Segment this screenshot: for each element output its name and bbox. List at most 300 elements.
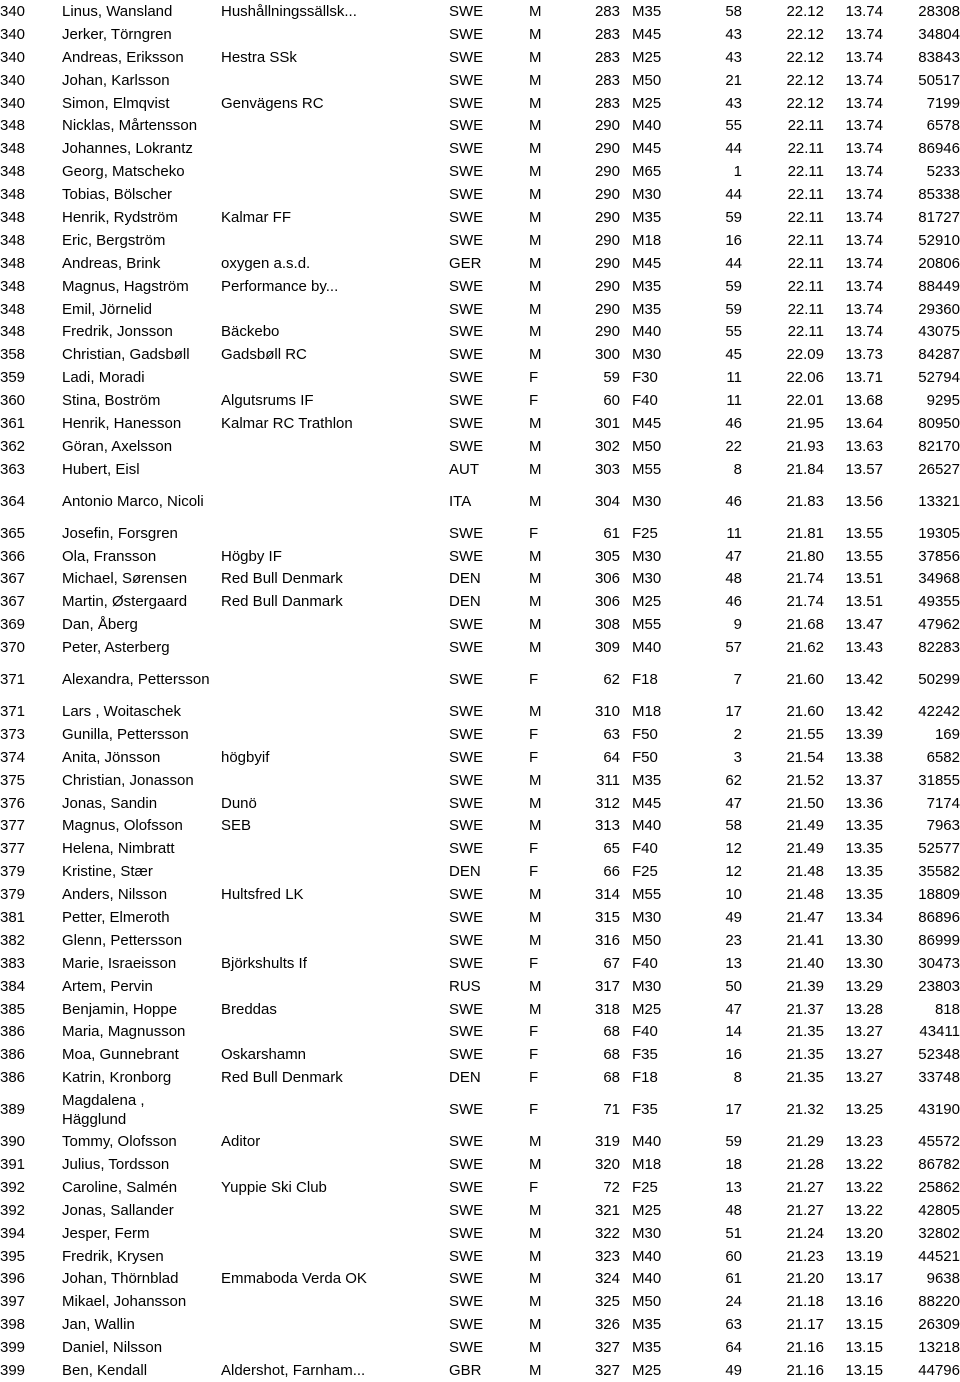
class-cell: F40 xyxy=(632,392,658,410)
nationality-cell: SWE xyxy=(449,186,484,204)
nationality-cell: GBR xyxy=(449,1362,482,1380)
class-cell: M30 xyxy=(632,570,662,588)
pace-cell: 13.63 xyxy=(845,437,883,455)
rank-cell: 366 xyxy=(0,547,26,565)
class-cell: F18 xyxy=(632,1069,658,1087)
overall-place-cell: 312 xyxy=(594,794,620,812)
pace-cell: 13.20 xyxy=(845,1224,883,1242)
name-cell: Henrik, Rydström xyxy=(62,208,178,226)
sex-cell: M xyxy=(529,163,542,181)
bib-number-cell: 13321 xyxy=(918,492,960,510)
name-cell: Anita, Jönsson xyxy=(62,748,161,766)
speed-cell: 22.11 xyxy=(787,300,824,318)
overall-place-cell: 324 xyxy=(594,1270,620,1288)
result-row xyxy=(0,1222,960,1245)
result-row xyxy=(0,815,960,838)
overall-place-cell: 290 xyxy=(594,254,620,272)
speed-cell: 21.68 xyxy=(786,616,824,634)
result-row xyxy=(0,435,960,458)
bib-number-cell: 37856 xyxy=(918,547,960,565)
club-cell xyxy=(221,366,446,389)
rank-cell: 365 xyxy=(0,524,26,542)
club-cell: Bäckebo xyxy=(221,323,280,341)
class-place-cell: 11 xyxy=(726,392,742,410)
name-cell: Jerker, Törngren xyxy=(62,25,172,43)
speed-cell: 22.11 xyxy=(787,323,824,341)
speed-cell: 21.27 xyxy=(786,1178,824,1196)
nationality-cell: AUT xyxy=(449,460,479,478)
bib-number-cell: 84287 xyxy=(918,346,960,364)
bib-number-cell: 169 xyxy=(934,725,960,743)
rank-cell: 348 xyxy=(0,140,26,158)
speed-cell: 21.37 xyxy=(786,1000,824,1018)
class-cell: F35 xyxy=(632,1101,658,1119)
speed-cell: 21.93 xyxy=(786,437,824,455)
name-cell: Gunilla, Pettersson xyxy=(62,725,189,743)
result-row xyxy=(0,481,960,522)
sex-cell: M xyxy=(529,1293,542,1311)
sex-cell: F xyxy=(529,748,539,766)
pace-cell: 13.22 xyxy=(845,1178,883,1196)
bib-number-cell: 52910 xyxy=(918,231,960,249)
nationality-cell: DEN xyxy=(449,863,481,881)
pace-cell: 13.39 xyxy=(845,725,883,743)
name-cell: Fredrik, Krysen xyxy=(62,1247,164,1265)
rank-cell: 348 xyxy=(0,300,26,318)
bib-number-cell: 86782 xyxy=(918,1156,960,1174)
nationality-cell: SWE xyxy=(449,794,484,812)
result-row xyxy=(0,298,960,321)
sex-cell: M xyxy=(529,2,542,20)
overall-place-cell: 319 xyxy=(594,1133,620,1151)
club-cell: Emmaboda Verda OK xyxy=(221,1270,367,1288)
class-place-cell: 61 xyxy=(725,1270,742,1288)
pace-cell: 13.74 xyxy=(845,117,883,135)
nationality-cell: RUS xyxy=(449,977,481,995)
pace-cell: 13.74 xyxy=(845,300,883,318)
club-cell xyxy=(221,1021,446,1044)
class-cell: F30 xyxy=(632,369,658,387)
pace-cell: 13.68 xyxy=(845,392,883,410)
class-cell: M30 xyxy=(632,1224,662,1242)
nationality-cell: SWE xyxy=(449,886,484,904)
club-cell xyxy=(221,458,446,481)
class-place-cell: 59 xyxy=(725,277,742,295)
class-cell: F40 xyxy=(632,954,658,972)
overall-place-cell: 61 xyxy=(603,524,620,542)
overall-place-cell: 313 xyxy=(594,817,620,835)
bib-number-cell: 25862 xyxy=(918,1178,960,1196)
bib-number-cell: 5233 xyxy=(926,163,960,181)
name-cell: Kristine, Stær xyxy=(62,863,153,881)
bib-number-cell: 82283 xyxy=(918,639,960,657)
sex-cell: M xyxy=(529,1201,542,1219)
name-cell: Jonas, Sandin xyxy=(62,794,158,812)
class-cell: M30 xyxy=(632,547,662,565)
overall-place-cell: 60 xyxy=(603,392,620,410)
name-cell: Magnus, Hagström xyxy=(62,277,189,295)
bib-number-cell: 43190 xyxy=(918,1101,960,1119)
class-place-cell: 44 xyxy=(725,140,742,158)
result-row xyxy=(0,389,960,412)
result-row xyxy=(0,1130,960,1153)
rank-cell: 369 xyxy=(0,616,26,634)
overall-place-cell: 306 xyxy=(594,570,620,588)
name-cell: Nicklas, Mårtensson xyxy=(62,117,198,135)
speed-cell: 21.60 xyxy=(786,702,824,720)
result-row xyxy=(0,1359,960,1382)
pace-cell: 13.15 xyxy=(845,1339,883,1357)
pace-cell: 13.42 xyxy=(845,671,883,689)
class-cell: M25 xyxy=(632,593,662,611)
club-cell xyxy=(221,700,446,723)
class-cell: M35 xyxy=(632,300,662,318)
class-place-cell: 23 xyxy=(725,931,742,949)
rank-cell: 358 xyxy=(0,346,26,364)
result-row xyxy=(0,883,960,906)
class-place-cell: 47 xyxy=(725,1000,742,1018)
rank-cell: 394 xyxy=(0,1224,26,1242)
name-cell: Ladi, Moradi xyxy=(62,369,145,387)
speed-cell: 21.41 xyxy=(786,931,824,949)
name-cell: Josefin, Forsgren xyxy=(62,524,178,542)
speed-cell: 21.62 xyxy=(786,639,824,657)
rank-cell: 383 xyxy=(0,954,26,972)
bib-number-cell: 6578 xyxy=(926,117,960,135)
sex-cell: M xyxy=(529,639,542,657)
bib-number-cell: 86999 xyxy=(918,931,960,949)
class-cell: M18 xyxy=(632,231,662,249)
rank-cell: 364 xyxy=(0,492,26,510)
name-cell: Eric, Bergström xyxy=(62,231,166,249)
rank-cell: 395 xyxy=(0,1247,26,1265)
club-cell: Hestra SSk xyxy=(221,48,297,66)
speed-cell: 21.49 xyxy=(786,840,824,858)
speed-cell: 22.12 xyxy=(786,48,824,66)
bib-number-cell: 6582 xyxy=(926,748,960,766)
speed-cell: 21.18 xyxy=(786,1293,824,1311)
sex-cell: M xyxy=(529,231,542,249)
bib-number-cell: 52348 xyxy=(918,1046,960,1064)
class-place-cell: 9 xyxy=(733,616,742,634)
class-place-cell: 18 xyxy=(725,1156,742,1174)
bib-number-cell: 44796 xyxy=(918,1362,960,1380)
bib-number-cell: 80950 xyxy=(918,414,960,432)
nationality-cell: SWE xyxy=(449,231,484,249)
club-cell: Red Bull Denmark xyxy=(221,570,343,588)
overall-place-cell: 290 xyxy=(594,186,620,204)
class-cell: M45 xyxy=(632,794,662,812)
class-cell: M25 xyxy=(632,1000,662,1018)
club-cell xyxy=(221,929,446,952)
class-cell: F25 xyxy=(632,863,658,881)
name-cell: Anders, Nilsson xyxy=(62,886,168,904)
speed-cell: 22.06 xyxy=(786,369,824,387)
club-cell xyxy=(221,1313,446,1336)
class-cell: M50 xyxy=(632,931,662,949)
pace-cell: 13.42 xyxy=(845,702,883,720)
rank-cell: 398 xyxy=(0,1316,26,1334)
class-place-cell: 16 xyxy=(725,1046,742,1064)
class-place-cell: 11 xyxy=(726,369,742,387)
nationality-cell: SWE xyxy=(449,1224,484,1242)
class-cell: M25 xyxy=(632,1362,662,1380)
nationality-cell: SWE xyxy=(449,771,484,789)
club-cell xyxy=(221,229,446,252)
club-cell xyxy=(221,23,446,46)
class-cell: M40 xyxy=(632,323,662,341)
club-cell xyxy=(221,435,446,458)
nationality-cell: SWE xyxy=(449,547,484,565)
speed-cell: 21.35 xyxy=(786,1069,824,1087)
speed-cell: 22.11 xyxy=(787,254,824,272)
name-cell: Tobias, Bölscher xyxy=(62,186,173,204)
pace-cell: 13.19 xyxy=(845,1247,883,1265)
sex-cell: F xyxy=(529,1023,539,1041)
class-cell: F25 xyxy=(632,524,658,542)
rank-cell: 348 xyxy=(0,254,26,272)
result-row xyxy=(0,613,960,636)
speed-cell: 22.09 xyxy=(786,346,824,364)
sex-cell: M xyxy=(529,254,542,272)
result-row xyxy=(0,1176,960,1199)
class-place-cell: 59 xyxy=(725,208,742,226)
speed-cell: 21.29 xyxy=(786,1133,824,1151)
result-row xyxy=(0,723,960,746)
class-place-cell: 12 xyxy=(725,840,742,858)
speed-cell: 21.23 xyxy=(786,1247,824,1265)
name-cell: Johannes, Lokrantz xyxy=(62,140,193,158)
rank-cell: 367 xyxy=(0,593,26,611)
name-cell: Christian, Gadsbøll xyxy=(62,346,190,364)
club-cell xyxy=(221,298,446,321)
pace-cell: 13.55 xyxy=(845,524,883,542)
result-row xyxy=(0,975,960,998)
result-row xyxy=(0,1021,960,1044)
pace-cell: 13.35 xyxy=(845,886,883,904)
sex-cell: M xyxy=(529,1156,542,1174)
class-place-cell: 57 xyxy=(725,639,742,657)
rank-cell: 340 xyxy=(0,71,26,89)
class-cell: M30 xyxy=(632,909,662,926)
result-row xyxy=(0,792,960,815)
rank-cell: 348 xyxy=(0,323,26,341)
overall-place-cell: 290 xyxy=(594,140,620,158)
class-place-cell: 7 xyxy=(733,671,742,689)
class-cell: M30 xyxy=(632,977,662,995)
speed-cell: 21.32 xyxy=(786,1101,824,1119)
name-cell: Henrik, Hanesson xyxy=(62,414,182,432)
bib-number-cell: 9295 xyxy=(926,392,960,410)
pace-cell: 13.74 xyxy=(845,186,883,204)
overall-place-cell: 66 xyxy=(603,863,620,881)
nationality-cell: SWE xyxy=(449,2,484,20)
class-cell: M35 xyxy=(632,277,662,295)
name-cell: Martin, Østergaard xyxy=(62,593,188,611)
class-place-cell: 8 xyxy=(733,1069,742,1087)
result-row xyxy=(0,860,960,883)
class-place-cell: 59 xyxy=(725,1133,742,1151)
pace-cell: 13.35 xyxy=(845,863,883,881)
class-place-cell: 50 xyxy=(725,977,742,995)
bib-number-cell: 20806 xyxy=(918,254,960,272)
class-place-cell: 24 xyxy=(725,1293,742,1311)
club-cell xyxy=(221,1222,446,1245)
overall-place-cell: 308 xyxy=(594,616,620,634)
club-cell xyxy=(221,69,446,92)
nationality-cell: SWE xyxy=(449,346,484,364)
club-cell xyxy=(221,975,446,998)
club-cell xyxy=(221,723,446,746)
result-row xyxy=(0,929,960,952)
pace-cell: 13.51 xyxy=(845,570,883,588)
overall-place-cell: 62 xyxy=(603,671,620,689)
rank-cell: 371 xyxy=(0,671,26,689)
class-cell: M25 xyxy=(632,1201,662,1219)
sex-cell: M xyxy=(529,817,542,835)
overall-place-cell: 283 xyxy=(594,48,620,66)
class-place-cell: 60 xyxy=(725,1247,742,1265)
result-row xyxy=(0,69,960,92)
name-cell: Georg, Matscheko xyxy=(62,163,185,181)
pace-cell: 13.27 xyxy=(845,1069,883,1087)
sex-cell: M xyxy=(529,1362,542,1380)
club-cell xyxy=(221,522,446,545)
result-row xyxy=(0,700,960,723)
class-cell: M35 xyxy=(632,208,662,226)
name-cell: Magnus, Olofsson xyxy=(62,817,183,835)
overall-place-cell: 67 xyxy=(603,954,620,972)
sex-cell: M xyxy=(529,323,542,341)
class-place-cell: 17 xyxy=(725,1101,742,1119)
rank-cell: 360 xyxy=(0,392,26,410)
bib-number-cell: 82170 xyxy=(918,437,960,455)
speed-cell: 22.11 xyxy=(787,277,824,295)
sex-cell: M xyxy=(529,593,542,611)
nationality-cell: SWE xyxy=(449,1339,484,1357)
sex-cell: M xyxy=(529,1224,542,1242)
sex-cell: M xyxy=(529,414,542,432)
bib-number-cell: 52794 xyxy=(918,369,960,387)
nationality-cell: SWE xyxy=(449,817,484,835)
result-row xyxy=(0,952,960,975)
bib-number-cell: 34968 xyxy=(918,570,960,588)
name-cell: Simon, Elmqvist xyxy=(62,94,170,112)
name-cell: Glenn, Pettersson xyxy=(62,931,183,949)
speed-cell: 21.47 xyxy=(786,909,824,926)
class-cell: F50 xyxy=(632,748,658,766)
club-cell xyxy=(221,114,446,137)
class-place-cell: 43 xyxy=(725,94,742,112)
sex-cell: F xyxy=(529,863,539,881)
speed-cell: 22.11 xyxy=(787,186,824,204)
rank-cell: 399 xyxy=(0,1362,26,1380)
speed-cell: 21.80 xyxy=(786,547,824,565)
result-row xyxy=(0,137,960,160)
rank-cell: 363 xyxy=(0,460,26,478)
rank-cell: 385 xyxy=(0,1000,26,1018)
club-cell xyxy=(221,160,446,183)
name-cell: Marie, Israeisson xyxy=(62,954,177,972)
result-row xyxy=(0,320,960,343)
bib-number-cell: 85338 xyxy=(918,186,960,204)
rank-cell: 367 xyxy=(0,570,26,588)
sex-cell: M xyxy=(529,48,542,66)
speed-cell: 21.84 xyxy=(786,460,824,478)
class-place-cell: 59 xyxy=(725,300,742,318)
pace-cell: 13.74 xyxy=(845,140,883,158)
nationality-cell: SWE xyxy=(449,140,484,158)
overall-place-cell: 68 xyxy=(603,1046,620,1064)
class-place-cell: 11 xyxy=(726,524,742,542)
class-place-cell: 43 xyxy=(725,48,742,66)
speed-cell: 21.39 xyxy=(786,977,824,995)
speed-cell: 22.12 xyxy=(786,94,824,112)
speed-cell: 21.52 xyxy=(786,771,824,789)
sex-cell: M xyxy=(529,771,542,789)
overall-place-cell: 326 xyxy=(594,1316,620,1334)
sex-cell: M xyxy=(529,25,542,43)
class-cell: M40 xyxy=(632,1247,662,1265)
nationality-cell: SWE xyxy=(449,369,484,387)
speed-cell: 21.81 xyxy=(786,524,824,542)
result-row xyxy=(0,92,960,115)
result-row xyxy=(0,0,960,23)
pace-cell: 13.74 xyxy=(845,208,883,226)
pace-cell: 13.25 xyxy=(845,1101,883,1119)
club-cell: Algutsrums IF xyxy=(221,392,314,410)
name-cell: Magdalena , Hägglund xyxy=(62,1091,145,1128)
club-cell xyxy=(221,906,446,929)
sex-cell: M xyxy=(529,1270,542,1288)
sex-cell: M xyxy=(529,71,542,89)
name-cell: Göran, Axelsson xyxy=(62,437,173,455)
speed-cell: 21.24 xyxy=(786,1224,824,1242)
name-cell: Benjamin, Hoppe xyxy=(62,1000,178,1018)
sex-cell: M xyxy=(529,1339,542,1357)
nationality-cell: SWE xyxy=(449,671,484,689)
club-cell xyxy=(221,1199,446,1222)
club-cell: Gadsbøll RC xyxy=(221,346,307,364)
nationality-cell: SWE xyxy=(449,1178,484,1196)
nationality-cell: SWE xyxy=(449,163,484,181)
nationality-cell: SWE xyxy=(449,639,484,657)
result-row xyxy=(0,1245,960,1268)
overall-place-cell: 327 xyxy=(594,1339,620,1357)
class-cell: M35 xyxy=(632,1339,662,1357)
pace-cell: 13.74 xyxy=(845,163,883,181)
name-cell: Linus, Wansland xyxy=(62,2,173,20)
sex-cell: F xyxy=(529,1101,539,1119)
bib-number-cell: 88449 xyxy=(918,277,960,295)
class-cell: M35 xyxy=(632,1316,662,1334)
sex-cell: F xyxy=(529,1178,539,1196)
name-cell: Ola, Fransson xyxy=(62,547,157,565)
rank-cell: 392 xyxy=(0,1178,26,1196)
result-row xyxy=(0,160,960,183)
pace-cell: 13.16 xyxy=(845,1293,883,1311)
nationality-cell: SWE xyxy=(449,1156,484,1174)
class-place-cell: 62 xyxy=(725,771,742,789)
rank-cell: 390 xyxy=(0,1133,26,1151)
pace-cell: 13.23 xyxy=(845,1133,883,1151)
class-place-cell: 1 xyxy=(733,163,742,181)
overall-place-cell: 320 xyxy=(594,1156,620,1174)
bib-number-cell: 42242 xyxy=(918,702,960,720)
sex-cell: M xyxy=(529,277,542,295)
speed-cell: 21.54 xyxy=(786,748,824,766)
speed-cell: 21.17 xyxy=(786,1316,824,1334)
